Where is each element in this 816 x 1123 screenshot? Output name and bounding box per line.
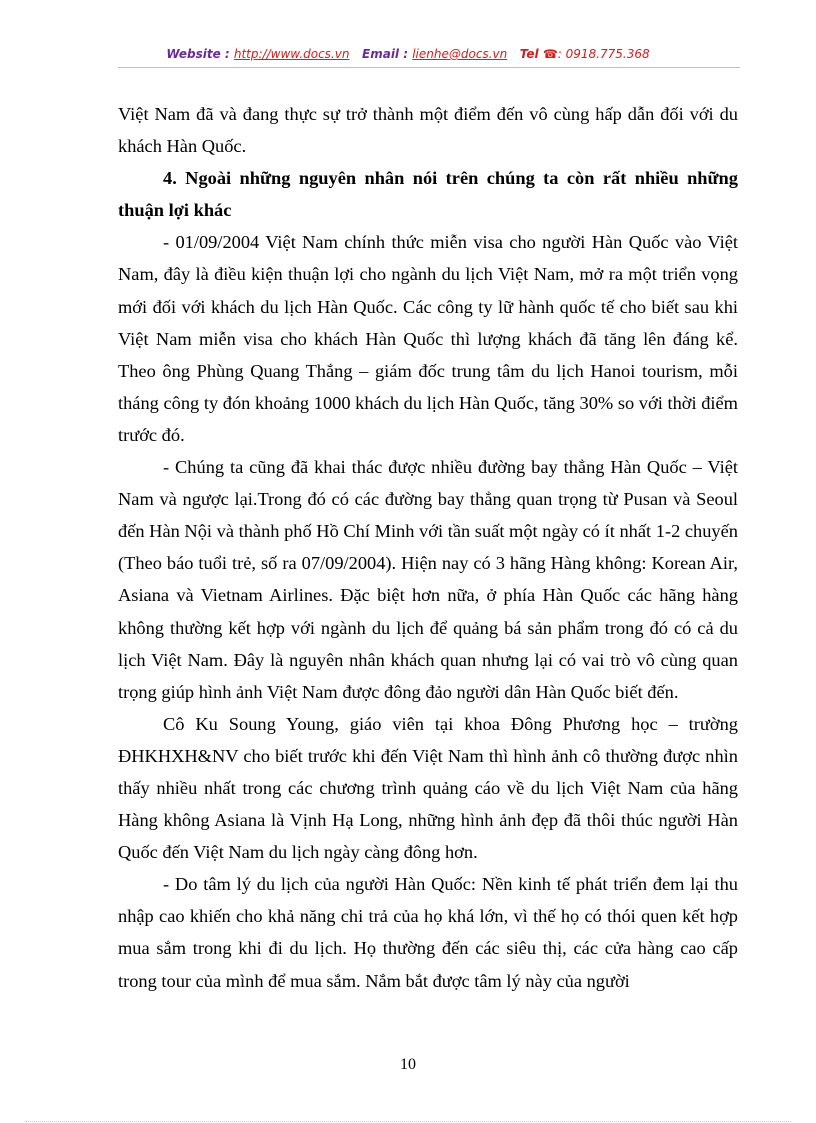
header-divider	[118, 67, 740, 68]
tel-value: : 0918.775.368	[557, 47, 650, 61]
paragraph-visa: - 01/09/2004 Việt Nam chính thức miễn visa cho người Hàn Quốc vào Việt Nam, đây là điều kiện thuận lợi cho ngành du lịch Việt Nam, mở ra một triển vọng mới đối với khách du lịch Hàn Quốc. Các công ty lữ hành quốc tế cho biết sau khi Việt Nam miễn visa cho khách Hàn Quốc thì lượng khách đã tăng lên đáng kể. Theo ông Phùng Quang Thắng – giám đốc trung tâm du lịch Hanoi tourism, mỗi tháng công ty đón khoảng 1000 khách du lịch Hàn Quốc, tăng 30% so với thời điểm trước đó.	[118, 232, 738, 445]
paragraph-quote: Cô Ku Soung Young, giáo viên tại khoa Đông Phương học – trường ĐHKHXH&NV cho biết trước khi đến Việt Nam thì hình ảnh cô thường được nhìn thấy nhiều nhất trong các chương trình quảng cáo về du lịch Việt Nam của hãng Hàng không Asiana là Vịnh Hạ Long, những hình ảnh đẹp đã thôi thúc người Hàn Quốc đến Việt Nam du lịch ngày càng đông hơn.	[118, 713, 738, 863]
website-label: Website :	[166, 47, 230, 61]
paragraph-intro: Việt Nam đã và đang thực sự trở thành một điểm đến vô cùng hấp dẫn đối với du khách Hàn Quốc.	[118, 104, 738, 157]
paragraph-flights: - Chúng ta cũng đã khai thác được nhiều đường bay thẳng Hàn Quốc – Việt Nam và ngược lại.Trong đó có các đường bay thẳng quan trọng từ Pusan và Seoul đến Hàn Nội và thành phố Hồ Chí Minh với tần suất một ngày có ít nhất 1-2 chuyến (Theo báo tuổi trẻ, số ra 07/09/2004). Hiện nay có 3 hãng Hàng không: Korean Air, Asiana và Vietnam Airlines. Đặc biệt hơn nữa, ở phía Hàn Quốc các hãng hàng không thường kết hợp với ngành du lịch để quảng bá sản phẩm trong đó có cả du lịch Việt Nam. Đây là nguyên nhân khách quan nhưng lại có vai trò vô cùng quan trọng giúp hình ảnh Việt Nam được đông đảo người dân Hàn Quốc biết đến.	[118, 457, 738, 702]
page-header	[0, 47, 816, 61]
phone-icon: ☎	[542, 47, 558, 61]
section-heading: 4. Ngoài những nguyên nhân nói trên chúng ta còn rất nhiều những thuận lợi khác	[118, 168, 738, 221]
website-link[interactable]: http://www.docs.vn	[233, 47, 350, 61]
paragraph-psychology: - Do tâm lý du lịch của người Hàn Quốc: Nền kinh tế phát triển đem lại thu nhập cao khiến cho khả năng chi trả của họ khá lớn, vì thế họ có thói quen kết hợp mua sắm trong khi đi du lịch. Họ thường đến các siêu thị, các cửa hàng cao cấp trong tour của mình để mua sắm. Nắm bắt được tâm lý này của người	[118, 874, 738, 991]
footer-divider	[25, 1121, 791, 1122]
email-label: Email :	[362, 47, 409, 61]
tel-label: Tel	[519, 47, 539, 61]
document-body	[118, 98, 738, 997]
email-link[interactable]: lienhe@docs.vn	[412, 47, 508, 61]
page-number: 10	[400, 1056, 416, 1073]
